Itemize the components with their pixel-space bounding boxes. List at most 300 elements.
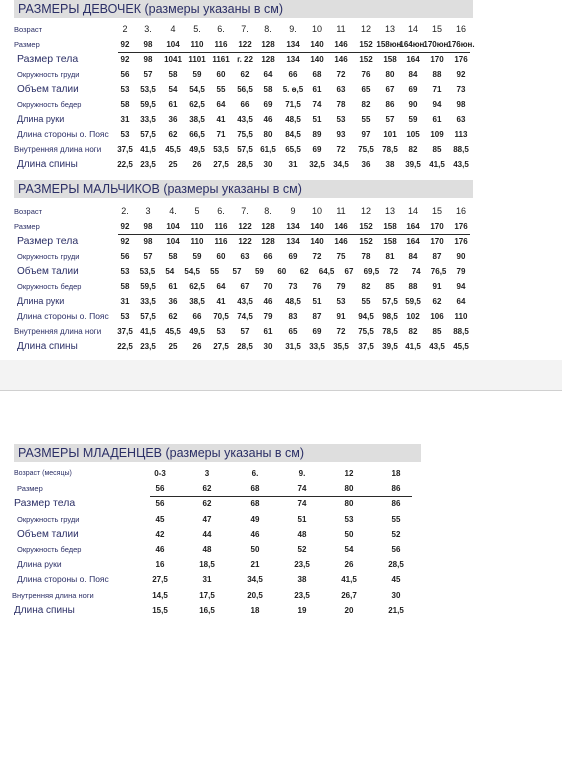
infants-cell: 51 <box>297 514 307 524</box>
girls-cell: 90 <box>408 100 418 109</box>
boys-cell: 88,5 <box>453 327 469 336</box>
girls-cell: 64 <box>263 70 273 79</box>
girls-cell: 55 <box>216 85 226 94</box>
boys-cell: 122 <box>238 237 252 246</box>
infants-cell: 52 <box>391 529 401 539</box>
infants-header-rule <box>150 496 412 497</box>
girls-cell: 59 <box>192 70 202 79</box>
infants-cell: 23,5 <box>294 590 310 600</box>
boys-cell: 23,5 <box>140 342 156 351</box>
boys-cell: 72 <box>312 252 322 261</box>
girls-cell: 12 <box>360 24 371 34</box>
infants-cell: 17,5 <box>199 590 215 600</box>
boys-cell: 176 <box>454 222 468 231</box>
boys-cell: 62 <box>168 312 178 321</box>
girls-cell: 71,5 <box>285 100 301 109</box>
boys-cell: 106 <box>430 312 444 321</box>
girls-cell: 22,5 <box>117 160 133 169</box>
girls-cell: 92 <box>456 70 466 79</box>
boys-cell: 85 <box>385 282 395 291</box>
boys-cell: 128 <box>261 237 275 246</box>
girls-cell: 8. <box>264 24 272 34</box>
page-break-band <box>0 360 562 390</box>
boys-cell: 31 <box>120 297 130 306</box>
girls-cell: 57,5 <box>140 130 156 139</box>
girls-cell: 88 <box>432 70 442 79</box>
boys-cell: 35,5 <box>333 342 349 351</box>
boys-cell: 73 <box>288 282 298 291</box>
girls-cell: 69 <box>263 100 273 109</box>
girls-cell: 36 <box>168 115 178 124</box>
infants-cell: 46 <box>155 545 165 554</box>
girls-cell: 134 <box>286 55 300 64</box>
girls-cell: 54 <box>168 85 178 94</box>
boys-cell: 57 <box>143 252 153 261</box>
girls-cell: 82 <box>408 145 418 154</box>
girls-cell: 34,5 <box>333 160 349 169</box>
girls-cell: 78,5 <box>382 145 398 154</box>
girls-cell: 98 <box>143 55 153 64</box>
infants-cell: 19 <box>297 605 307 615</box>
girls-cell: 41,5 <box>140 145 156 154</box>
girls-cell: 4 <box>170 24 176 34</box>
girls-cell: 56 <box>120 70 130 79</box>
boys-cell: 11 <box>336 206 346 216</box>
page-divider <box>0 390 562 391</box>
boys-cell: 7. <box>241 206 249 216</box>
girls-cell: 76 <box>361 70 371 79</box>
boys-cell: 64 <box>216 282 226 291</box>
girls-cell: 43,5 <box>453 160 469 169</box>
girls-cell: 88,5 <box>453 145 469 154</box>
boys-cell: 22,5 <box>117 342 133 351</box>
boys-cell: 140 <box>310 222 324 231</box>
girls-row-label: Объем талии <box>17 84 79 95</box>
boys-cell: 75 <box>336 252 346 261</box>
infants-cell: 45 <box>155 514 165 524</box>
boys-cell: 85 <box>432 327 442 336</box>
boys-cell: 69 <box>288 252 298 261</box>
infants-cell: 23,5 <box>294 560 310 570</box>
boys-cell: 37,5 <box>358 342 374 351</box>
boys-cell: 84 <box>408 252 418 261</box>
girls-cell: 49,5 <box>189 145 205 154</box>
infants-cell: 50 <box>344 529 354 539</box>
infants-cell: 49 <box>250 514 260 524</box>
infants-cell: 56 <box>155 499 165 509</box>
girls-cell: 7. <box>241 24 249 34</box>
girls-row-label: Длина стороны о. Пояс <box>17 129 109 139</box>
infants-row-label: Длина спины <box>14 604 75 616</box>
boys-cell: 65 <box>288 327 298 336</box>
girls-cell: 26 <box>192 160 202 169</box>
girls-cell: 3. <box>144 24 152 34</box>
girls-cell: 146 <box>334 40 348 49</box>
girls-cell: 53,5 <box>140 85 156 94</box>
infants-cell: 26 <box>344 560 354 570</box>
boys-cell: 79 <box>263 312 273 321</box>
boys-row-label: Длина спины <box>17 341 78 352</box>
girls-cell: 66,5 <box>189 130 205 139</box>
infants-cell: 20 <box>344 605 354 615</box>
boys-cell: 62,5 <box>189 282 205 291</box>
infants-row-label: Внутренняя длина ноги <box>12 590 94 600</box>
girls-cell: 56,5 <box>237 85 253 94</box>
infants-cell: 48 <box>297 529 307 539</box>
boys-cell: 26 <box>192 342 202 351</box>
boys-cell: 69,5 <box>363 267 380 276</box>
girls-cell: 176юн. <box>447 40 475 49</box>
girls-cell: 109 <box>430 130 444 139</box>
girls-cell: 65 <box>361 85 371 94</box>
boys-cell: 4. <box>169 206 177 216</box>
boys-cell: 72 <box>336 327 346 336</box>
boys-cell: 98 <box>143 237 153 246</box>
girls-cell: 113 <box>454 130 468 139</box>
girls-cell: 158юн. <box>376 40 404 49</box>
girls-cell: 11 <box>336 24 346 34</box>
girls-row-label: Окружность груди <box>17 70 80 79</box>
boys-row-label: Размер <box>14 222 40 231</box>
girls-cell: 57,5 <box>237 145 253 154</box>
girls-row-label: Длина спины <box>17 159 78 170</box>
girls-cell: 80 <box>385 70 395 79</box>
boys-cell: 122 <box>238 222 252 231</box>
boys-cell: 92 <box>120 237 130 246</box>
girls-cell: 164 <box>406 55 420 64</box>
girls-cell: 41 <box>216 115 226 124</box>
girls-cell: 68 <box>312 70 322 79</box>
infants-row-label: Возраст (месяцы) <box>14 470 72 477</box>
boys-row-label: Окружность груди <box>17 252 80 261</box>
boys-cell: 41,5 <box>140 327 156 336</box>
girls-cell: 94 <box>432 100 442 109</box>
infants-cell: 48 <box>202 545 212 554</box>
boys-cell: 58 <box>168 252 178 261</box>
boys-cell: 69 <box>312 327 322 336</box>
girls-cell: 82 <box>361 100 371 109</box>
girls-row-label: Внутренняя длина ноги <box>14 145 102 154</box>
boys-cell: 63 <box>240 252 250 261</box>
girls-cell: 61 <box>432 115 442 124</box>
boys-cell: 57,5 <box>140 312 156 321</box>
infants-cell: 38 <box>297 575 307 585</box>
boys-cell: 2. <box>121 206 129 216</box>
boys-cell: 67 <box>344 267 354 276</box>
girls-cell: 46 <box>263 115 273 124</box>
infants-cell: 21,5 <box>388 605 404 615</box>
boys-cell: 134 <box>286 237 300 246</box>
infants-row-label: Объем талии <box>17 528 79 540</box>
infants-cell: 3 <box>204 469 210 478</box>
boys-cell: 176 <box>454 237 468 246</box>
infants-cell: 52 <box>297 545 307 554</box>
girls-cell: 84,5 <box>285 130 301 139</box>
infants-cell: 62 <box>202 484 212 494</box>
girls-cell: 140 <box>310 40 324 49</box>
infants-cell: 18 <box>250 605 260 615</box>
boys-cell: 76,5 <box>430 267 447 276</box>
boys-cell: 164 <box>406 222 420 231</box>
boys-cell: 61 <box>168 282 178 291</box>
girls-cell: 5. <box>193 24 201 34</box>
boys-cell: 66 <box>192 312 202 321</box>
girls-cell: 16 <box>455 24 466 34</box>
boys-cell: 140 <box>310 237 324 246</box>
boys-cell: 10 <box>311 206 322 216</box>
girls-cell: 38,5 <box>189 115 205 124</box>
boys-cell: 59 <box>254 267 264 276</box>
boys-cell: 94,5 <box>358 312 374 321</box>
girls-cell: 1101 <box>188 55 206 64</box>
girls-cell: 73 <box>456 85 466 94</box>
boys-cell: 116 <box>214 222 228 231</box>
boys-cell: 51 <box>312 297 322 306</box>
boys-row-label: Объем талии <box>17 266 79 277</box>
girls-cell: 10 <box>311 24 322 34</box>
girls-cell: 30 <box>263 160 273 169</box>
girls-cell: 71 <box>432 85 442 94</box>
girls-row-label: Длина руки <box>17 114 65 124</box>
boys-cell: 43,5 <box>429 342 445 351</box>
girls-cell: 32,5 <box>309 160 325 169</box>
infants-cell: 34,5 <box>247 575 263 585</box>
boys-cell: 67 <box>240 282 250 291</box>
girls-cell: 13 <box>384 24 395 34</box>
infants-row-label: Длина стороны о. Пояс <box>17 574 109 585</box>
infants-cell: 0-3 <box>154 469 166 478</box>
girls-cell: 122 <box>238 40 252 49</box>
boys-cell: 54 <box>165 267 175 276</box>
boys-cell: 59,5 <box>405 297 421 306</box>
girls-cell: 164юн. <box>399 40 427 49</box>
girls-cell: 104 <box>166 40 180 49</box>
girls-cell: 9. <box>289 24 297 34</box>
boys-cell: 15 <box>431 206 442 216</box>
boys-cell: 146 <box>334 237 348 246</box>
infants-cell: 50 <box>250 545 260 554</box>
boys-cell: 57 <box>232 267 242 276</box>
boys-cell: 152 <box>359 237 373 246</box>
infants-cell: 14,5 <box>152 590 168 600</box>
boys-cell: 46 <box>263 297 273 306</box>
boys-cell: 33,5 <box>140 297 156 306</box>
boys-cell: 152 <box>359 222 373 231</box>
girls-cell: 69 <box>312 145 322 154</box>
boys-cell: 75,5 <box>358 327 374 336</box>
boys-cell: 45,5 <box>165 327 181 336</box>
boys-cell: 91 <box>336 312 346 321</box>
girls-cell: 5. ɵ,5 <box>282 85 304 94</box>
girls-cell: 43,5 <box>237 115 253 124</box>
boys-row-label: Возраст <box>14 207 43 216</box>
infants-cell: 6. <box>251 469 259 478</box>
infants-cell: 56 <box>155 484 165 494</box>
girls-cell: 6. <box>217 24 225 34</box>
boys-cell: 170 <box>430 237 444 246</box>
girls-cell: 62 <box>168 130 178 139</box>
boys-cell: 64 <box>456 297 466 306</box>
girls-cell: 92 <box>120 55 130 64</box>
boys-cell: 3 <box>145 206 151 216</box>
boys-cell: 45,5 <box>453 342 469 351</box>
boys-cell: 13 <box>384 206 395 216</box>
boys-cell: 60 <box>277 267 287 276</box>
boys-cell: 36 <box>168 297 178 306</box>
boys-cell: 14 <box>407 206 418 216</box>
infants-cell: 68 <box>250 484 260 494</box>
girls-cell: 53 <box>120 130 130 139</box>
boys-cell: 158 <box>383 237 397 246</box>
infants-cell: 18 <box>391 469 401 478</box>
boys-cell: 81 <box>385 252 395 261</box>
boys-cell: 27,5 <box>213 342 229 351</box>
boys-cell: 61 <box>263 327 273 336</box>
boys-cell: 87 <box>312 312 322 321</box>
girls-cell: 72 <box>336 145 346 154</box>
boys-cell: 59,5 <box>140 282 156 291</box>
boys-cell: 128 <box>261 222 275 231</box>
boys-cell: 134 <box>286 222 300 231</box>
girls-cell: 128 <box>261 55 275 64</box>
girls-cell: 55 <box>361 115 371 124</box>
girls-cell: 152 <box>359 40 373 49</box>
girls-cell: г. 22 <box>237 55 253 64</box>
infants-cell: 56 <box>391 545 401 554</box>
girls-cell: 97 <box>361 130 371 139</box>
boys-cell: 55 <box>210 267 220 276</box>
infants-cell: 80 <box>344 484 354 494</box>
girls-cell: 98 <box>143 40 153 49</box>
boys-cell: 92 <box>120 222 130 231</box>
boys-cell: 60 <box>216 252 226 261</box>
girls-cell: 15 <box>431 24 442 34</box>
girls-cell: 48,5 <box>285 115 301 124</box>
girls-cell: 65,5 <box>285 145 301 154</box>
girls-cell: 170 <box>430 55 444 64</box>
girls-cell: 93 <box>336 130 346 139</box>
boys-cell: 170 <box>430 222 444 231</box>
girls-cell: 45,5 <box>165 145 181 154</box>
girls-row-label: Окружность бедер <box>17 100 82 109</box>
girls-cell: 31 <box>288 160 298 169</box>
boys-cell: 104 <box>166 222 180 231</box>
girls-cell: 41,5 <box>429 160 445 169</box>
infants-cell: 74 <box>297 499 307 509</box>
boys-row-label: Размер тела <box>17 235 79 247</box>
boys-cell: 53 <box>336 297 346 306</box>
girls-cell: 38 <box>385 160 395 169</box>
infants-cell: 74 <box>297 484 307 494</box>
infants-row-label: Окружность бедер <box>17 545 82 554</box>
boys-title: РАЗМЕРЫ МАЛЬЧИКОВ (размеры указаны в см) <box>14 180 473 198</box>
girls-cell: 152 <box>359 55 373 64</box>
boys-cell: 53 <box>120 312 130 321</box>
boys-cell: 158 <box>383 222 397 231</box>
girls-cell: 158 <box>383 55 397 64</box>
boys-row-label: Внутренняя длина ноги <box>14 327 102 336</box>
boys-cell: 87 <box>432 252 442 261</box>
boys-cell: 74,5 <box>237 312 253 321</box>
infants-cell: 16,5 <box>199 605 215 615</box>
boys-cell: 48,5 <box>285 297 301 306</box>
girls-cell: 63 <box>336 85 346 94</box>
girls-cell: 1041 <box>164 55 182 64</box>
boys-cell: 54,5 <box>184 267 200 276</box>
girls-cell: 116 <box>214 40 228 49</box>
boys-cell: 83 <box>288 312 298 321</box>
boys-cell: 98 <box>143 222 153 231</box>
boys-cell: 28,5 <box>237 342 253 351</box>
boys-cell: 25 <box>168 342 178 351</box>
girls-cell: 61,5 <box>260 145 276 154</box>
girls-cell: 67 <box>385 85 395 94</box>
girls-cell: 64 <box>216 100 226 109</box>
boys-cell: 164 <box>406 237 420 246</box>
girls-cell: 62,5 <box>189 100 205 109</box>
boys-cell: 31,5 <box>285 342 301 351</box>
infants-cell: 53 <box>344 514 354 524</box>
girls-cell: 75,5 <box>358 145 374 154</box>
boys-cell: 116 <box>214 237 228 246</box>
infants-cell: 18,5 <box>199 560 215 570</box>
boys-cell: 49,5 <box>189 327 205 336</box>
girls-cell: 170юн. <box>423 40 451 49</box>
boys-cell: 41,5 <box>405 342 421 351</box>
boys-cell: 88 <box>408 282 418 291</box>
girls-cell: 98 <box>456 100 466 109</box>
girls-cell: 53,5 <box>213 145 229 154</box>
boys-cell: 110 <box>454 312 468 321</box>
boys-cell: 59 <box>192 252 202 261</box>
boys-cell: 38,5 <box>189 297 205 306</box>
girls-cell: 92 <box>120 40 130 49</box>
boys-cell: 12 <box>360 206 371 216</box>
boys-cell: 90 <box>456 252 466 261</box>
girls-cell: 28,5 <box>237 160 253 169</box>
infants-cell: 12 <box>344 469 354 478</box>
infants-cell: 28,5 <box>388 560 404 570</box>
boys-cell: 104 <box>166 237 180 246</box>
boys-cell: 110 <box>190 222 204 231</box>
girls-cell: 57 <box>385 115 395 124</box>
boys-cell: 16 <box>455 206 466 216</box>
boys-cell: 33,5 <box>309 342 325 351</box>
girls-cell: 54,5 <box>189 85 205 94</box>
boys-cell: 41 <box>216 297 226 306</box>
infants-row-label: Окружность груди <box>17 514 80 524</box>
boys-row-label: Длина стороны о. Пояс <box>17 311 109 321</box>
infants-cell: 16 <box>155 560 165 570</box>
infants-cell: 86 <box>391 484 401 494</box>
infants-cell: 15,5 <box>152 605 168 615</box>
girls-cell: 69 <box>408 85 418 94</box>
boys-cell: 43,5 <box>237 297 253 306</box>
boys-cell: 64,5 <box>318 267 335 276</box>
girls-cell: 110 <box>190 40 204 49</box>
infants-cell: 26,7 <box>341 590 357 600</box>
girls-cell: 74 <box>312 100 322 109</box>
boys-cell: 79 <box>336 282 346 291</box>
boys-cell: 39,5 <box>382 342 398 351</box>
girls-cell: 2 <box>122 24 128 34</box>
girls-cell: 71 <box>216 130 226 139</box>
boys-cell: 102 <box>406 312 420 321</box>
infants-cell: 21 <box>250 560 260 570</box>
girls-cell: 1161 <box>212 55 230 64</box>
infants-cell: 80 <box>344 499 354 509</box>
girls-cell: 105 <box>406 130 420 139</box>
